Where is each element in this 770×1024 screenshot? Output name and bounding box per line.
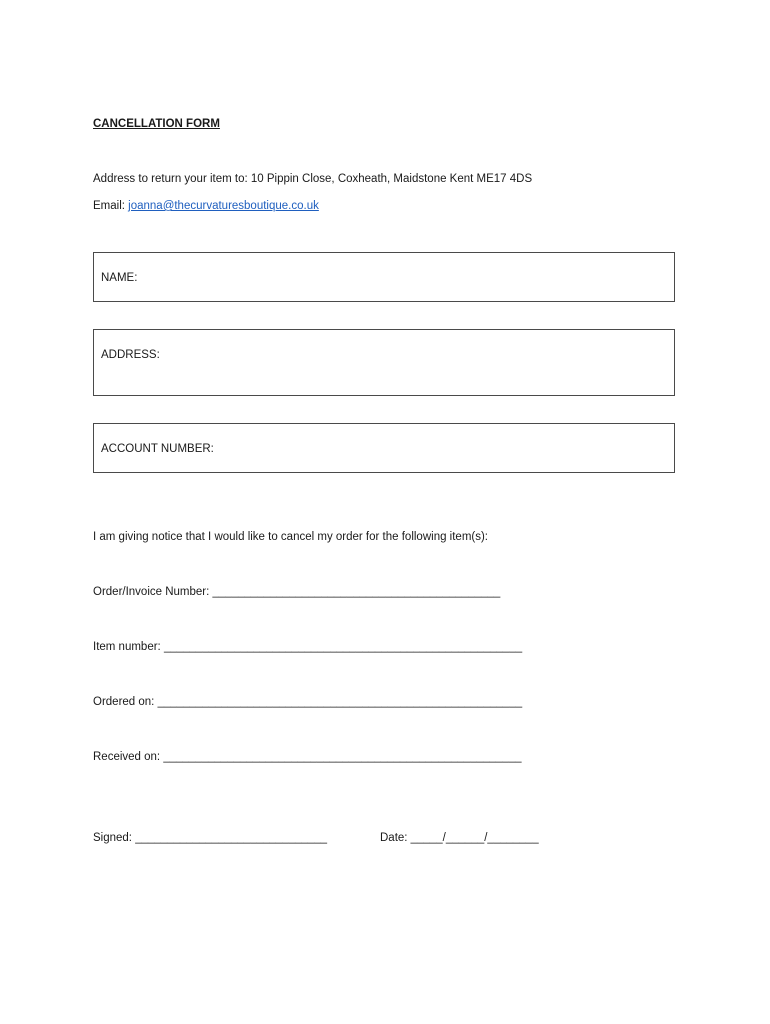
return-address: Address to return your item to: 10 Pippin Close, Coxheath, Maidstone Kent ME17 4DS <box>93 173 533 185</box>
email-link[interactable]: joanna@thecurvaturesboutique.co.uk <box>128 200 319 212</box>
account-number-box[interactable] <box>93 423 675 473</box>
account-number-label: ACCOUNT NUMBER: <box>101 443 214 455</box>
name-box[interactable] <box>93 252 675 302</box>
email-label: Email: <box>93 200 129 212</box>
email-line <box>93 199 319 213</box>
form-title: CANCELLATION FORM <box>93 118 220 130</box>
signed-field[interactable]: Signed: ______________________________ <box>93 832 328 844</box>
order-invoice-field[interactable]: Order/Invoice Number: _____________________________________________ <box>93 586 501 598</box>
cancel-notice: I am giving notice that I would like to cancel my order for the following item(s): <box>93 531 489 543</box>
name-label: NAME: <box>101 272 138 284</box>
ordered-on-field[interactable]: Ordered on: _________________________________________________________ <box>93 696 523 708</box>
item-number-field[interactable]: Item number: ________________________________________________________ <box>93 641 523 653</box>
address-label: ADDRESS: <box>101 349 160 361</box>
address-box[interactable] <box>93 329 675 396</box>
date-field[interactable]: Date: _____/______/________ <box>380 832 539 844</box>
received-on-field[interactable]: Received on: ________________________________________________________ <box>93 751 522 763</box>
